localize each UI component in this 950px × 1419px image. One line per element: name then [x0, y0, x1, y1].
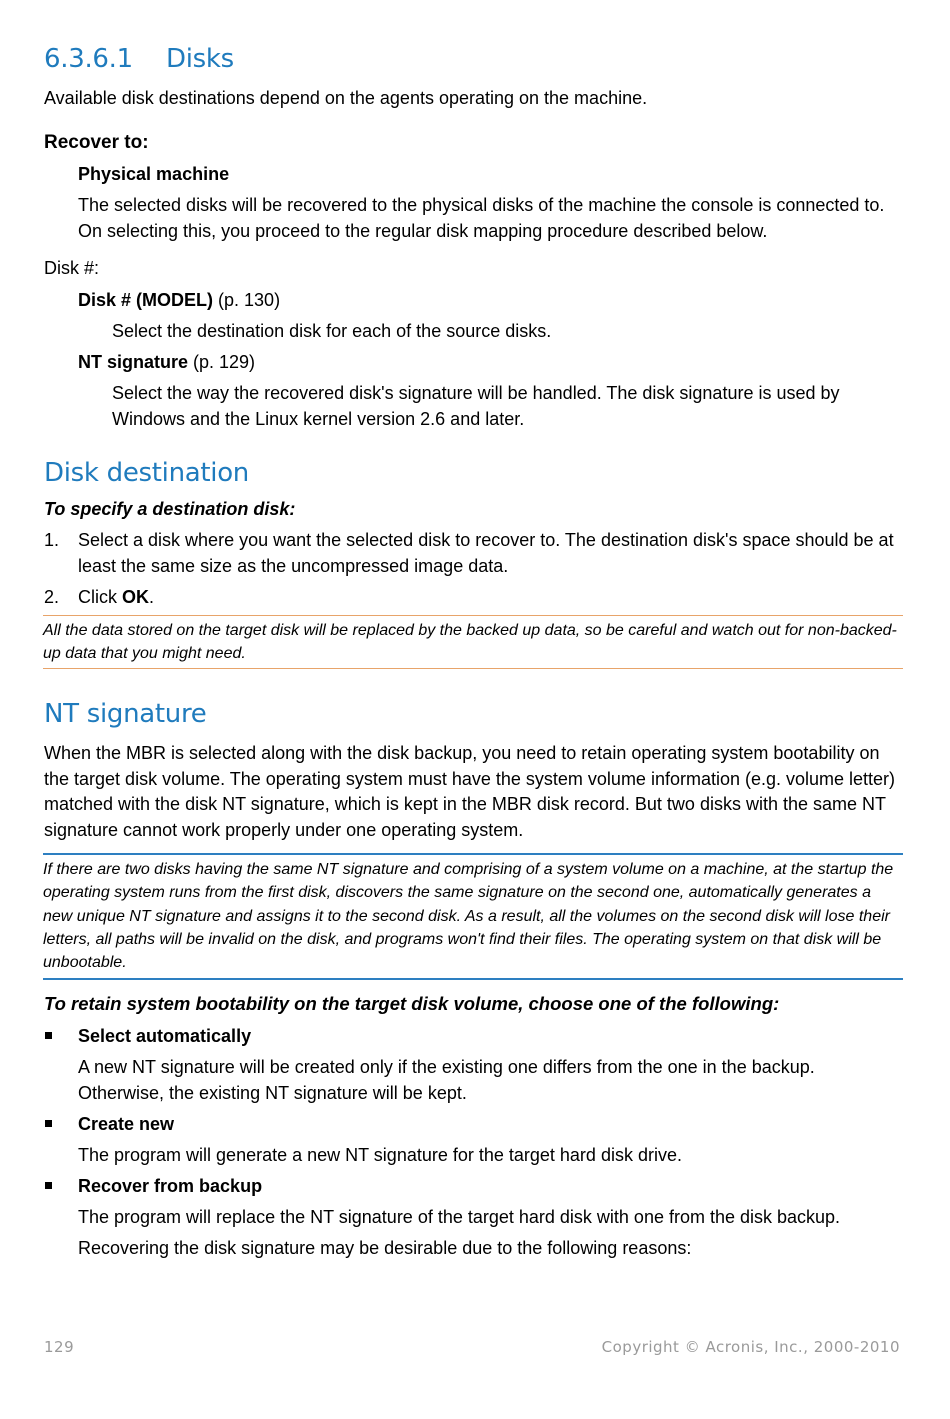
step-text: Select a disk where you want the selected disk to recover to. The destination disk's space should be at least the same size as the uncompressed image data.	[78, 530, 894, 576]
section-intro: Available disk destinations depend on the agents operating on the machine.	[44, 88, 648, 108]
nt-signature-item	[78, 350, 255, 376]
step-number: 1.	[44, 530, 60, 550]
page-footer	[44, 1338, 900, 1356]
nt-signature-paragraph: When the MBR is selected along with the disk backup, you need to retain operating system bootability on the target disk volume. The operating system must have the system volume information (e.g. volume letter) matched with the disk NT signature, which is kept in the MBR disk record. But two disks with the same NT signature cannot work properly under one operating system.	[44, 743, 896, 840]
disk-num-label: Disk #:	[44, 258, 100, 278]
ok-keyword: OK	[122, 587, 149, 607]
list-item	[44, 1174, 262, 1200]
disk-model-item	[78, 288, 280, 314]
section-title: Disks	[166, 44, 234, 74]
physical-machine-text: The selected disks will be recovered to the physical disks of the machine the console is connected to. On selecting this, you proceed to the regular disk mapping procedure described below.	[78, 195, 885, 241]
nt-signature-text: Select the way the recovered disk's signature will be handled. The disk signature is used by Windows and the Linux kernel version 2.6 and later.	[112, 383, 840, 429]
option-label: Recover from backup	[78, 1176, 263, 1196]
disk-destination-procedure-title: To specify a destination disk:	[44, 499, 296, 519]
nt-signature-note: If there are two disks having the same NT signature and comprising of a system volume on a machine, at the startup the operating system runs from the first disk, discovers the same signature on the second one, automatically generates a new unique NT signature and assigns it to the second disk. As a result, all the volumes on the second disk will lose their letters, all paths will be invalid on the disk, and programs won't find their files. The operating system on that disk will be unbootable.	[43, 853, 903, 980]
disk-model-text: Select the destination disk for each of the source disks.	[112, 321, 552, 341]
disk-model-label: Disk # (MODEL)	[78, 290, 214, 310]
option-text: The program will replace the NT signature of the target hard disk with one from the disk backup.	[78, 1207, 841, 1227]
list-item	[44, 528, 904, 579]
option-text: The program will generate a new NT signature for the target hard disk drive.	[78, 1145, 682, 1165]
option-label: Create new	[78, 1114, 175, 1134]
list-item	[44, 1112, 174, 1138]
disk-model-page-ref[interactable]: (p. 130)	[213, 290, 281, 310]
option-text-2: Recovering the disk signature may be desirable due to the following reasons:	[78, 1238, 692, 1258]
recover-to-label: Recover to:	[44, 132, 149, 153]
nt-signature-heading: NT signature	[44, 699, 207, 729]
page-number: 129	[44, 1338, 75, 1356]
step-number: 2.	[44, 587, 60, 607]
copyright-text: Copyright © Acronis, Inc., 2000-2010	[601, 1338, 900, 1356]
step-text-pre: Click	[78, 587, 122, 607]
list-item	[44, 1024, 251, 1050]
bullet-icon	[44, 1174, 78, 1200]
physical-machine-label: Physical machine	[78, 164, 230, 184]
nt-signature-label: NT signature	[78, 352, 189, 372]
section-number: 6.3.6.1	[44, 44, 133, 74]
option-label: Select automatically	[78, 1026, 252, 1046]
disk-destination-heading: Disk destination	[44, 458, 249, 488]
nt-signature-procedure-title: To retain system bootability on the target disk volume, choose one of the following:	[44, 993, 780, 1014]
bullet-icon	[44, 1112, 78, 1138]
option-text: A new NT signature will be created only if the existing one differs from the one in the backup. Otherwise, the existing NT signature will be kept.	[78, 1057, 815, 1103]
list-item	[44, 585, 904, 611]
section-heading	[44, 44, 234, 74]
bullet-icon	[44, 1024, 78, 1050]
nt-signature-page-ref[interactable]: (p. 129)	[188, 352, 256, 372]
step-text-post: .	[149, 587, 155, 607]
disk-destination-note: All the data stored on the target disk will be replaced by the backed up data, so be careful and watch out for non-backed-up data that you might need.	[43, 615, 903, 669]
